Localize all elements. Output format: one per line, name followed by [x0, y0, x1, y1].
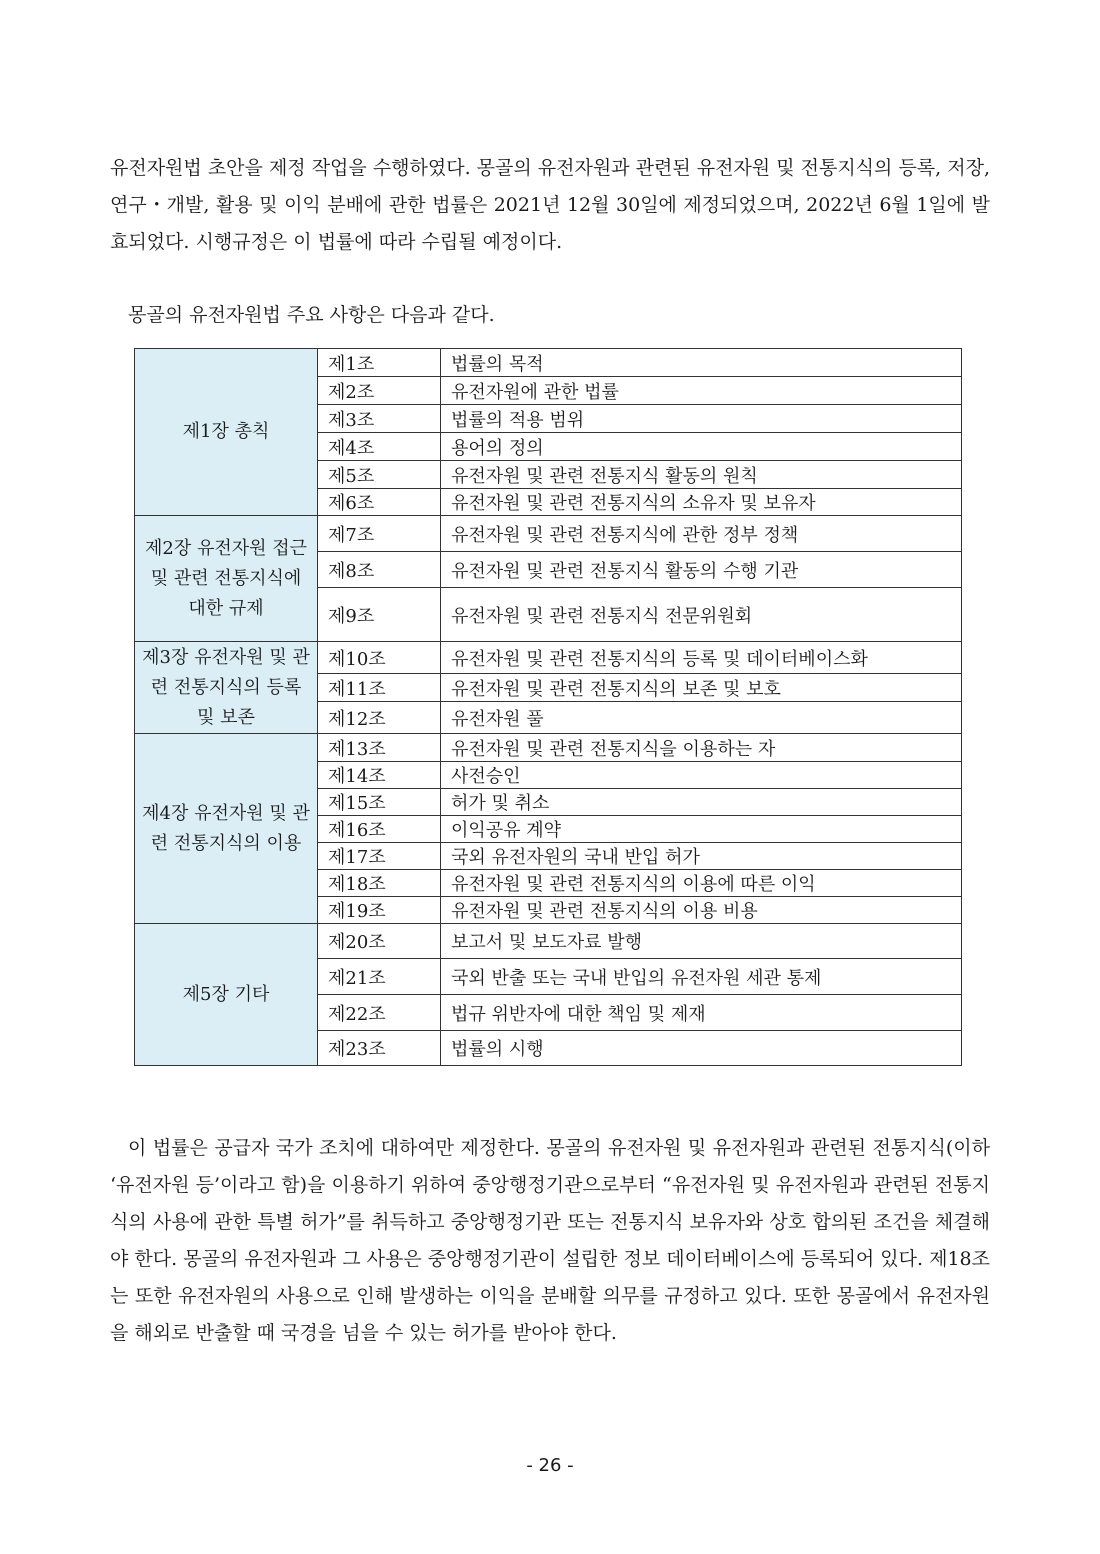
chapter-cell: 제5장 기타 [135, 924, 318, 1066]
article-number-cell: 제2조 [318, 377, 441, 405]
article-title-cell: 유전자원 및 관련 전통지식 활동의 수행 기관 [441, 552, 962, 588]
article-title-cell: 유전자원에 관한 법률 [441, 377, 962, 405]
article-number-cell: 제4조 [318, 433, 441, 461]
article-title-cell: 사전승인 [441, 762, 962, 789]
article-title-cell: 유전자원 및 관련 전통지식의 보존 및 보호 [441, 674, 962, 702]
law-summary-table [134, 348, 962, 1066]
chapter-cell: 제3장 유전자원 및 관련 전통지식의 등록 및 보존 [135, 642, 318, 734]
chapter-cell: 제4장 유전자원 및 관련 전통지식의 이용 [135, 734, 318, 924]
intro-paragraph: 유전자원법 초안을 제정 작업을 수행하였다. 몽골의 유전자원과 관련된 유전자원 및 전통지식의 등록, 저장, 연구・개발, 활용 및 이익 분배에 관한 법률은 2021년 12월 30일에 제정되었으며, 2022년 6월 1일에 발효되었다. 시행규정은 이 법률에 따라 수립될 예정이다. [110, 157, 990, 253]
article-title-cell: 유전자원 및 관련 전통지식의 이용 비용 [441, 897, 962, 924]
table-row [135, 516, 962, 552]
article-number-cell: 제7조 [318, 516, 441, 552]
closing-paragraph [110, 1130, 990, 1352]
article-number-cell: 제3조 [318, 405, 441, 433]
table-lead-line: 몽골의 유전자원법 주요 사항은 다음과 같다. [128, 304, 495, 326]
article-title-cell: 법률의 적용 범위 [441, 405, 962, 433]
chapter-cell: 제1장 총칙 [135, 349, 318, 516]
article-number-cell: 제9조 [318, 588, 441, 642]
article-title-cell: 보고서 및 보도자료 발행 [441, 924, 962, 959]
article-title-cell: 유전자원 및 관련 전통지식을 이용하는 자 [441, 734, 962, 762]
article-number-cell: 제22조 [318, 995, 441, 1031]
article-title-cell: 유전자원 및 관련 전통지식에 관한 정부 정책 [441, 516, 962, 552]
article-title-cell: 용어의 정의 [441, 433, 962, 461]
article-title-cell: 유전자원 및 관련 전통지식의 이용에 따른 이익 [441, 870, 962, 897]
article-number-cell: 제12조 [318, 702, 441, 734]
chapter-cell: 제2장 유전자원 접근 및 관련 전통지식에 대한 규제 [135, 516, 318, 642]
article-number-cell: 제20조 [318, 924, 441, 959]
article-title-cell: 법률의 시행 [441, 1031, 962, 1066]
article-title-cell: 국외 반출 또는 국내 반입의 유전자원 세관 통제 [441, 959, 962, 995]
article-number-cell: 제16조 [318, 816, 441, 843]
article-number-cell: 제11조 [318, 674, 441, 702]
table-row [135, 642, 962, 674]
article-title-cell: 법규 위반자에 대한 책임 및 제재 [441, 995, 962, 1031]
article-number-cell: 제14조 [318, 762, 441, 789]
article-number-cell: 제1조 [318, 349, 441, 377]
article-number-cell: 제23조 [318, 1031, 441, 1066]
article-number-cell: 제10조 [318, 642, 441, 674]
table-row [135, 734, 962, 762]
article-number-cell: 제15조 [318, 789, 441, 816]
article-title-cell: 허가 및 취소 [441, 789, 962, 816]
article-title-cell: 이익공유 계약 [441, 816, 962, 843]
article-title-cell: 법률의 목적 [441, 349, 962, 377]
article-number-cell: 제6조 [318, 489, 441, 516]
page-number: - 26 - [526, 1455, 574, 1476]
article-number-cell: 제17조 [318, 843, 441, 870]
article-number-cell: 제18조 [318, 870, 441, 897]
article-title-cell: 유전자원 및 관련 전통지식 전문위원회 [441, 588, 962, 642]
table-row [135, 349, 962, 377]
article-number-cell: 제8조 [318, 552, 441, 588]
article-number-cell: 제5조 [318, 461, 441, 489]
closing-paragraph-text: 이 법률은 공급자 국가 조치에 대하여만 제정한다. 몽골의 유전자원 및 유전자원과 관련된 전통지식(이하 ‘유전자원 등’이라고 함)을 이용하기 위하여 중앙행정기관으로부터 “유전자원 및 유전자원과 관련된 전통지식의 사용에 관한 특별 허가”를 취득하고 중앙행정기관 또는 전통지식 보유자와 상호 합의된 조건을 체결해야 한다. 몽골의 유전자원과 그 사용은 중앙행정기관이 설립한 정보 데이터베이스에 등록되어 있다. 제18조는 또한 유전자원의 사용으로 인해 발생하는 이익을 분배할 의무를 규정하고 있다. 또한 몽골에서 유전자원을 해외로 반출할 때 국경을 넘을 수 있는 허가를 받아야 한다. [110, 1137, 990, 1344]
article-title-cell: 국외 유전자원의 국내 반입 허가 [441, 843, 962, 870]
article-title-cell: 유전자원 및 관련 전통지식의 등록 및 데이터베이스화 [441, 642, 962, 674]
article-number-cell: 제13조 [318, 734, 441, 762]
article-title-cell: 유전자원 및 관련 전통지식 활동의 원칙 [441, 461, 962, 489]
article-number-cell: 제19조 [318, 897, 441, 924]
table-row [135, 924, 962, 959]
article-title-cell: 유전자원 풀 [441, 702, 962, 734]
article-title-cell: 유전자원 및 관련 전통지식의 소유자 및 보유자 [441, 489, 962, 516]
article-number-cell: 제21조 [318, 959, 441, 995]
